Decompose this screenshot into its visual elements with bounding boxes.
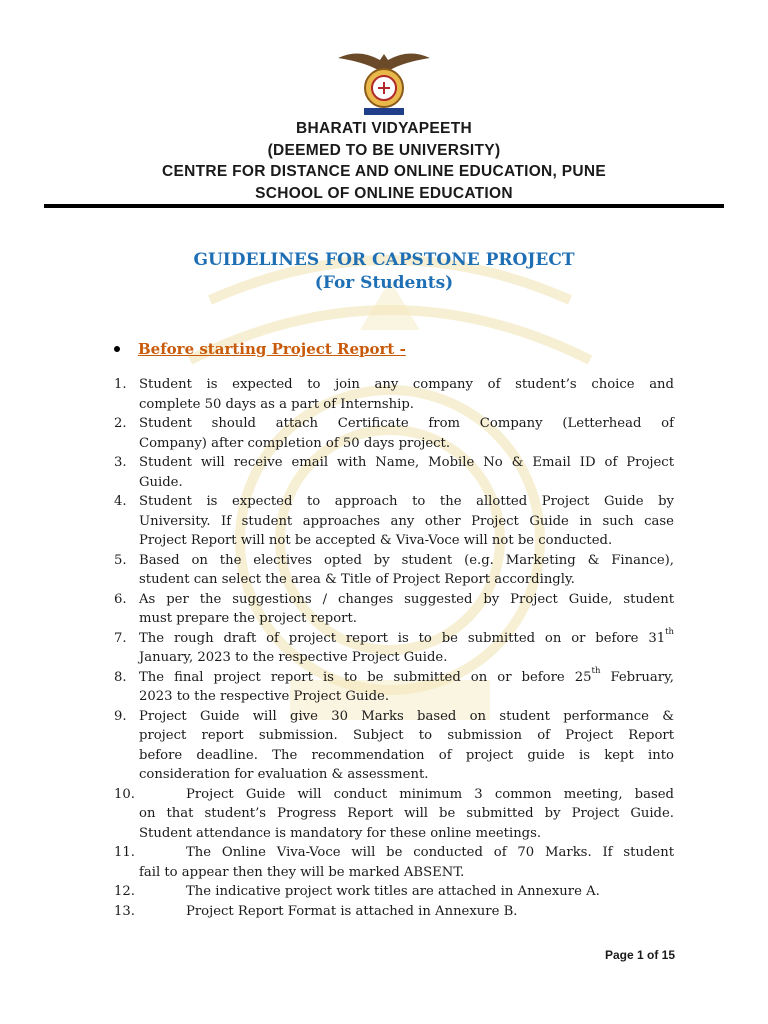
page-number: Page 1 of 15 [604, 948, 675, 962]
bullet-icon [114, 346, 120, 352]
university-logo [334, 48, 434, 118]
list-item [114, 414, 674, 453]
text-line: Student should attach Certificate from Company (Letterhead of [139, 416, 674, 431]
text-line: Project Guide will give 30 Marks based on student performance & [139, 708, 674, 724]
list-item [114, 707, 674, 785]
list-item-number: 9. [114, 708, 127, 724]
text-line: fail to appear then they will be marked ABSENT. [139, 864, 465, 880]
list-item-number: 10. [114, 786, 135, 802]
list-item-text [139, 665, 674, 707]
text-line: University. If student approaches any other Project Guide in such case [139, 513, 674, 529]
list-item-number: 11. [114, 845, 135, 860]
list-item-text [139, 843, 674, 882]
list-item [114, 785, 674, 844]
list-item-text [186, 882, 674, 902]
text-line: consideration for evaluation & assessment. [139, 767, 429, 782]
text-line: Student is expected to approach to the allotted Project Guide by [139, 494, 674, 509]
guidelines-list [114, 375, 674, 921]
list-item-text [139, 707, 674, 785]
text-line: project report submission. Subject to submission of Project Report [139, 728, 674, 743]
list-item-number: 1. [114, 377, 127, 392]
text-line: The final project report is to be submitted on or before 25th February, [139, 665, 674, 685]
text-line: 2023 to the respective Project Guide. [139, 689, 390, 704]
ordinal-suffix: th [665, 626, 674, 637]
text-line: on that student’s Progress Report will be submitted by Project Guide. [139, 806, 674, 821]
header-line-1: BHARATI VIDYAPEETH [296, 120, 472, 137]
list-item-text [139, 453, 674, 492]
list-item [114, 665, 674, 707]
list-item-text [139, 414, 674, 453]
text-line: As per the suggestions / changes suggested by Project Guide, student [139, 591, 674, 607]
text-line: The rough draft of project report is to be submitted on or before 31th [139, 626, 674, 646]
list-item-number: 8. [114, 669, 127, 685]
text-line: Student will receive email with Name, Mobile No & Email ID of Project [139, 455, 674, 470]
text-line: Company) after completion of 50 days project. [139, 435, 451, 451]
header-divider [44, 204, 724, 208]
text-line: The indicative project work titles are attached in Annexure A. [186, 884, 600, 899]
text-line: The Online Viva-Voce will be conducted of 70 Marks. If student [186, 845, 674, 860]
document-title: GUIDELINES FOR CAPSTONE PROJECT [193, 250, 575, 270]
text-line: Guide. [139, 474, 183, 490]
text-line: Student attendance is mandatory for these online meetings. [139, 825, 542, 841]
section-heading-text: Before starting Project Report - [138, 340, 406, 358]
text-line: Based on the electives opted by student (e.g. Marketing & Finance), [139, 552, 674, 568]
text-fragment: February, [600, 669, 674, 685]
header-line-3: CENTRE FOR DISTANCE AND ONLINE EDUCATION, PUNE [161, 163, 607, 180]
text-line: Project Report Format is attached in Annexure B. [186, 903, 518, 919]
ordinal-suffix: th [591, 665, 601, 676]
text-line: complete 50 days as a part of Internship. [139, 396, 414, 412]
list-item [114, 551, 674, 590]
text-line: Student is expected to join any company of student’s choice and [139, 377, 674, 392]
list-item-text [186, 902, 674, 922]
list-item-text [139, 551, 674, 590]
document-subtitle: (For Students) [314, 273, 454, 293]
text-line: Project Guide will conduct minimum 3 common meeting, based [186, 786, 674, 802]
list-item-number: 6. [114, 591, 127, 607]
text-line: before deadline. The recommendation of project guide is kept into [139, 747, 674, 763]
list-item [114, 590, 674, 629]
list-item-text [139, 785, 674, 844]
list-item-number: 5. [114, 552, 127, 568]
list-item-text [139, 626, 674, 668]
header-line-4: SCHOOL OF ONLINE EDUCATION [255, 184, 513, 202]
text-line: must prepare the project report. [139, 611, 357, 626]
list-item-text [139, 590, 674, 629]
text-line: student can select the area & Title of Project Report accordingly. [139, 572, 575, 587]
list-item-number: 7. [114, 630, 127, 646]
list-item-number: 12. [114, 884, 135, 899]
list-item [114, 626, 674, 668]
list-item [114, 492, 674, 551]
list-item-number: 2. [114, 416, 127, 431]
text-line: Project Report will not be accepted & Viva-Voce will not be conducted. [139, 533, 613, 548]
section-heading [114, 340, 406, 358]
list-item [114, 843, 674, 882]
list-item-number: 3. [114, 455, 127, 470]
text-line: January, 2023 to the respective Project Guide. [139, 650, 448, 665]
list-item [114, 882, 674, 902]
list-item [114, 375, 674, 414]
list-item [114, 453, 674, 492]
list-item-number: 13. [114, 903, 135, 919]
list-item [114, 902, 674, 922]
institution-header [0, 118, 768, 204]
header-line-2: (DEEMED TO BE UNIVERSITY) [267, 141, 501, 159]
list-item-text [139, 375, 674, 414]
list-item-number: 4. [114, 494, 127, 509]
list-item-text [139, 492, 674, 551]
